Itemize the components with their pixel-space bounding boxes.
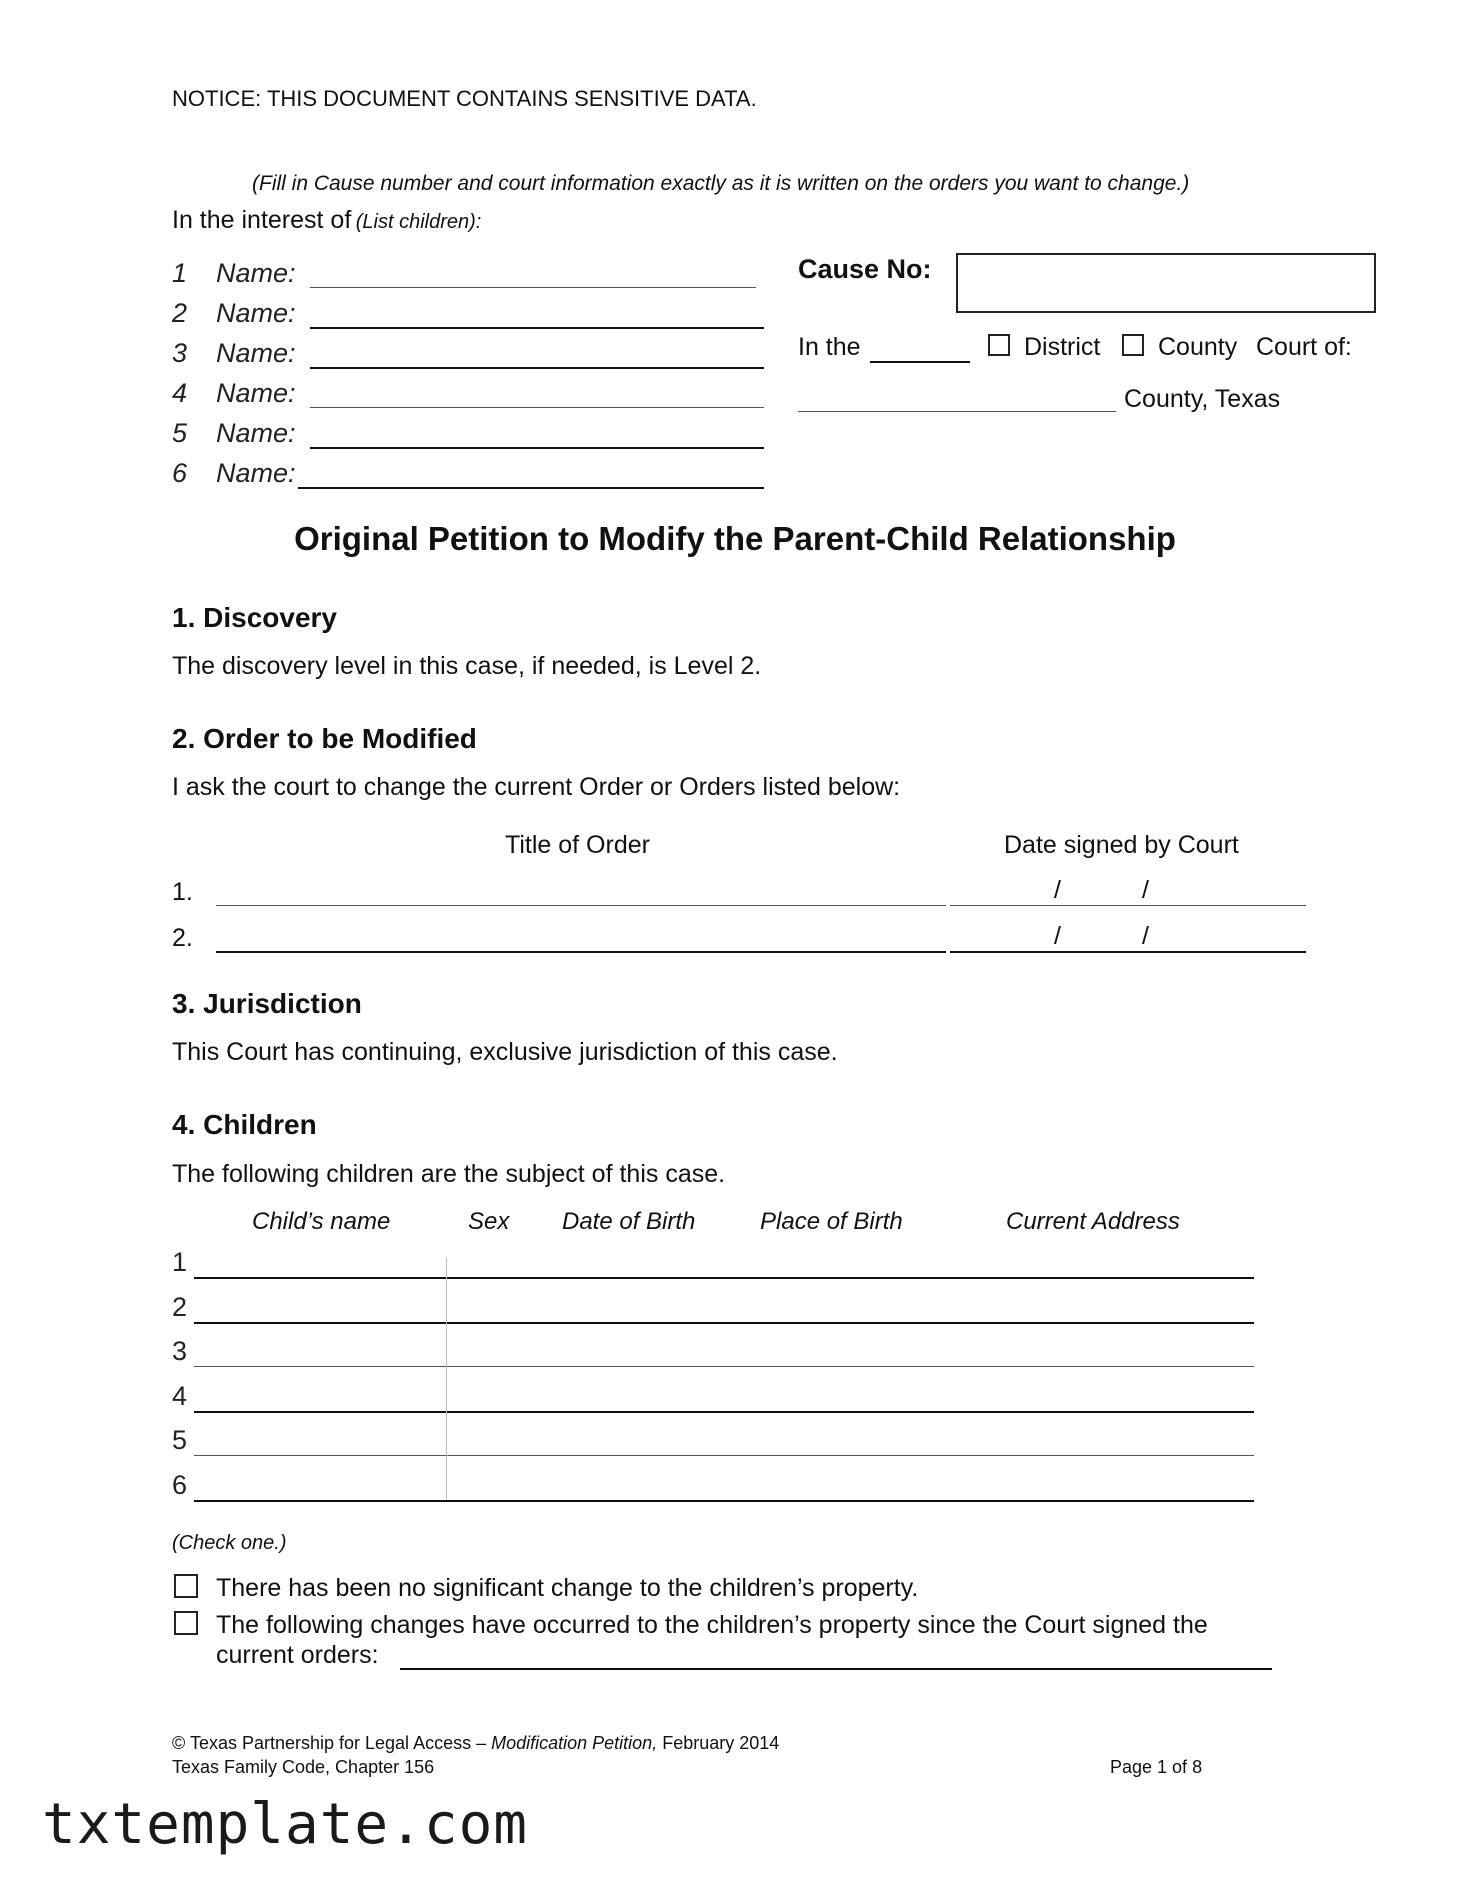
name-row-number: 4 [172, 378, 188, 408]
order-title-field-1[interactable] [216, 905, 946, 906]
county-label: County [1158, 333, 1238, 361]
notice-text: NOTICE: THIS DOCUMENT CONTAINS SENSITIVE DATA. [172, 86, 757, 111]
cause-no-label: Cause No: [798, 254, 932, 284]
child-row-number: 6 [172, 1470, 188, 1500]
section-jurisdiction-heading: 3. Jurisdiction [172, 988, 362, 1019]
order-date-column-header: Date signed by Court [1004, 831, 1239, 859]
order-row-number: 2. [172, 924, 193, 952]
footer-copyright-date: February 2014 [657, 1733, 780, 1753]
interest-hint: (List children): [355, 211, 482, 233]
col-sex: Sex [468, 1208, 510, 1235]
no-change-label: There has been no significant change to the children’s property. [216, 1574, 919, 1602]
changes-occurred-label-line2: current orders: [216, 1641, 379, 1669]
footer-code: Texas Family Code, Chapter 156 [172, 1757, 435, 1777]
child-row-number: 5 [172, 1425, 188, 1455]
order-row-number: 1. [172, 878, 193, 906]
child-row-field-2[interactable] [194, 1322, 1254, 1324]
check-one-hint: (Check one.) [172, 1532, 287, 1554]
col-date-of-birth: Date of Birth [562, 1208, 696, 1235]
county-checkbox[interactable] [1122, 334, 1144, 356]
section-children-heading: 4. Children [172, 1109, 317, 1140]
changes-occurred-label-line1: The following changes have occurred to the children’s property since the Court signed the [216, 1611, 1208, 1639]
name-field-6[interactable] [298, 487, 764, 489]
date-separator: / [1054, 922, 1061, 950]
date-separator: / [1142, 876, 1149, 904]
order-title-field-2[interactable] [216, 951, 946, 953]
county-name-field[interactable] [798, 411, 1116, 412]
child-row-number: 4 [172, 1381, 188, 1411]
document-title: Original Petition to Modify the Parent-Child Relationship [294, 520, 1176, 557]
date-separator: / [1054, 876, 1061, 904]
section-order-text: I ask the court to change the current Order or Orders listed below: [172, 773, 901, 801]
interest-heading [172, 206, 481, 235]
district-checkbox[interactable] [988, 334, 1010, 356]
property-changes-field[interactable] [400, 1668, 1272, 1670]
order-title-column-header: Title of Order [505, 831, 650, 859]
name-row-number: 3 [172, 338, 188, 368]
footer-copyright [172, 1733, 779, 1754]
child-row-field-1[interactable] [194, 1277, 1254, 1279]
footer-copyright-prefix: © Texas Partnership for Legal Access – [172, 1733, 492, 1753]
cause-no-input[interactable] [956, 253, 1376, 313]
in-the-label: In the [798, 333, 861, 361]
section-children-text: The following children are the subject of this case. [172, 1160, 726, 1188]
child-row-number: 2 [172, 1292, 188, 1322]
name-row-number: 6 [172, 458, 188, 488]
name-row-label: Name: [216, 298, 296, 328]
child-row-number: 3 [172, 1336, 188, 1366]
name-field-4[interactable] [310, 407, 764, 408]
name-field-3[interactable] [310, 367, 764, 369]
name-row-number: 2 [172, 298, 188, 328]
name-row-label: Name: [216, 258, 296, 288]
watermark-text: txtemplate.com [42, 1792, 529, 1857]
name-field-1[interactable] [310, 287, 756, 288]
section-order-heading: 2. Order to be Modified [172, 723, 477, 754]
name-field-5[interactable] [310, 447, 764, 449]
name-row-number: 5 [172, 418, 188, 448]
footer-page-number: Page 1 of 8 [1110, 1757, 1203, 1777]
section-jurisdiction-text: This Court has continuing, exclusive jurisdiction of this case. [172, 1038, 838, 1066]
name-row-label: Name: [216, 418, 296, 448]
col-childs-name: Child’s name [252, 1208, 391, 1235]
child-row-number: 1 [172, 1247, 188, 1277]
name-row-label: Name: [216, 378, 296, 408]
county-texas-label: County, Texas [1124, 385, 1281, 413]
child-row-field-5[interactable] [194, 1455, 1254, 1456]
order-date-field-1[interactable] [950, 905, 1306, 906]
court-of-label: Court of: [1256, 333, 1352, 361]
col-current-address: Current Address [1006, 1208, 1180, 1235]
child-row-field-6[interactable] [194, 1500, 1254, 1502]
fill-instruction: (Fill in Cause number and court information exactly as it is written on the orders you want to change.) [252, 172, 1190, 195]
interest-prefix: In the interest of [172, 206, 352, 234]
child-row-field-3[interactable] [194, 1366, 1254, 1367]
date-separator: / [1142, 922, 1149, 950]
name-field-2[interactable] [310, 327, 764, 329]
name-row-label: Name: [216, 338, 296, 368]
section-discovery-text: The discovery level in this case, if needed, is Level 2. [172, 652, 762, 680]
name-row-number: 1 [172, 258, 188, 288]
footer-copyright-title: Modification Petition, [491, 1733, 658, 1753]
no-change-checkbox[interactable] [174, 1574, 198, 1598]
section-discovery-heading: 1. Discovery [172, 602, 337, 633]
child-row-field-4[interactable] [194, 1411, 1254, 1413]
order-date-field-2[interactable] [950, 951, 1306, 953]
court-number-field[interactable] [870, 361, 970, 363]
column-divider [446, 1258, 447, 1500]
changes-occurred-checkbox[interactable] [174, 1611, 198, 1635]
district-label: District [1024, 333, 1101, 361]
col-place-of-birth: Place of Birth [760, 1208, 903, 1235]
name-row-label: Name: [216, 458, 296, 488]
